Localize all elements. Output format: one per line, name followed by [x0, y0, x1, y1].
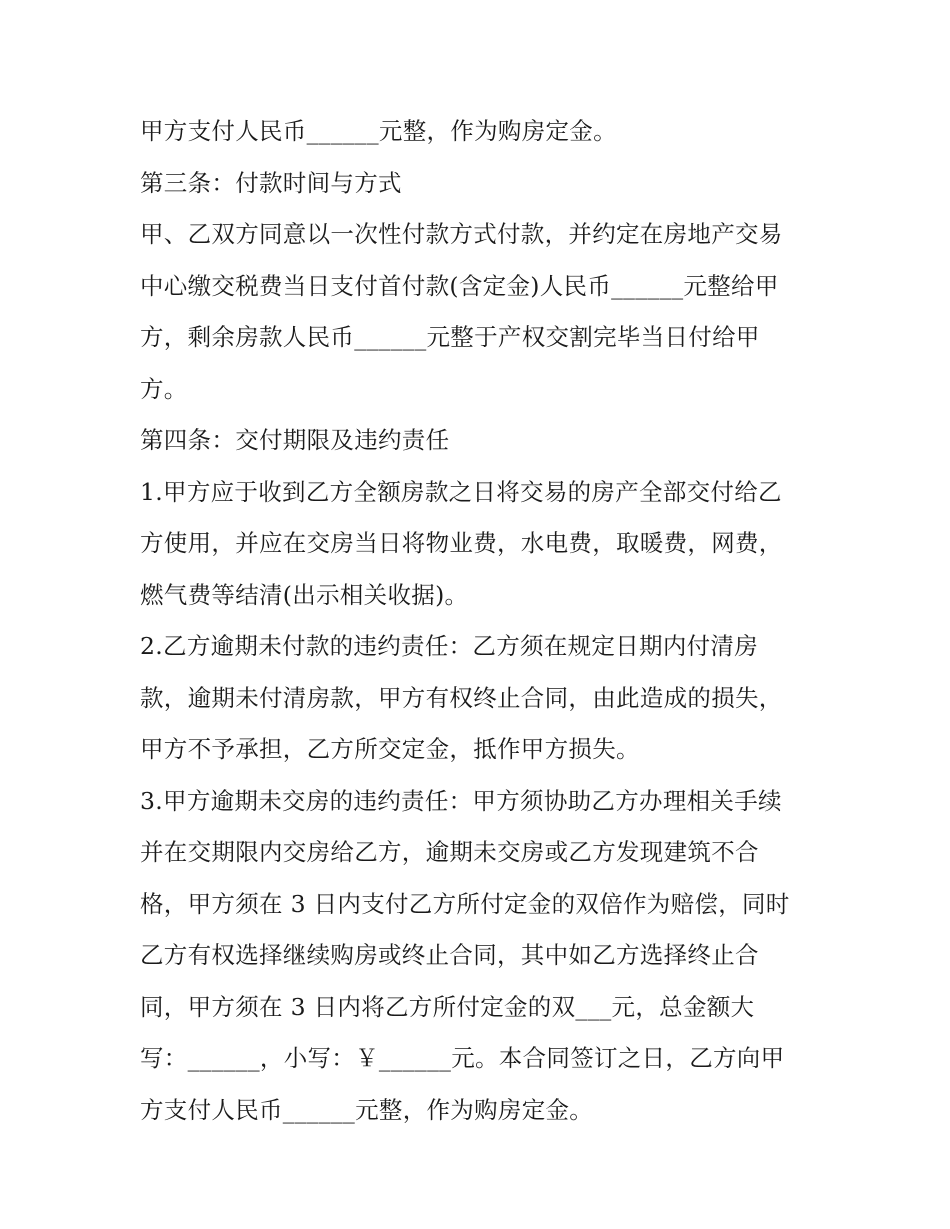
text-line: 燃气费等结清(出示相关收据)。	[140, 580, 469, 609]
text-line: 写：______，小写：￥______元。本合同签订之日，乙方向甲	[140, 1044, 785, 1072]
text-line: 方。	[140, 374, 188, 403]
text-line: 甲方不予承担，乙方所交定金，抵作甲方损失。	[140, 735, 640, 763]
document-body	[140, 106, 820, 1136]
text-line: 中心缴交税费当日支付首付款(含定金)人民币______元整给甲	[140, 271, 779, 300]
text-line: 同，甲方须在 3 日内将乙方所付定金的双___元，总金额大	[140, 992, 755, 1021]
text-line: 方使用，并应在交房当日将物业费，水电费，取暖费，网费，	[140, 529, 783, 557]
text-line: 甲、乙双方同意以一次性付款方式付款，并约定在房地产交易	[140, 220, 783, 248]
text-line: 1.甲方应于收到乙方全额房款之日将交易的房产全部交付给乙	[140, 477, 782, 506]
text-line: 并在交期限内交房给乙方，逾期未交房或乙方发现建筑不合	[140, 838, 759, 866]
text-line: 3.甲方逾期未交房的违约责任：甲方须协助乙方办理相关手续	[140, 786, 782, 815]
text-line: 甲方支付人民币______元整，作为购房定金。	[140, 117, 617, 145]
article-heading: 第三条：付款时间与方式	[140, 168, 402, 197]
article-heading: 第四条：交付期限及违约责任	[140, 426, 450, 454]
text-line: 格，甲方须在 3 日内支付乙方所付定金的双倍作为赔偿，同时	[140, 889, 790, 918]
text-line: 款，逾期未付清房款，甲方有权终止合同，由此造成的损失，	[140, 683, 783, 712]
text-line: 方，剩余房款人民币______元整于产权交割完毕当日付给甲	[140, 323, 760, 351]
text-line: 方支付人民币______元整，作为购房定金。	[140, 1095, 594, 1124]
text-line: 2.乙方逾期未付款的违约责任：乙方须在规定日期内付清房	[140, 632, 759, 660]
text-line: 乙方有权选择继续购房或终止合同，其中如乙方选择终止合	[140, 941, 759, 969]
